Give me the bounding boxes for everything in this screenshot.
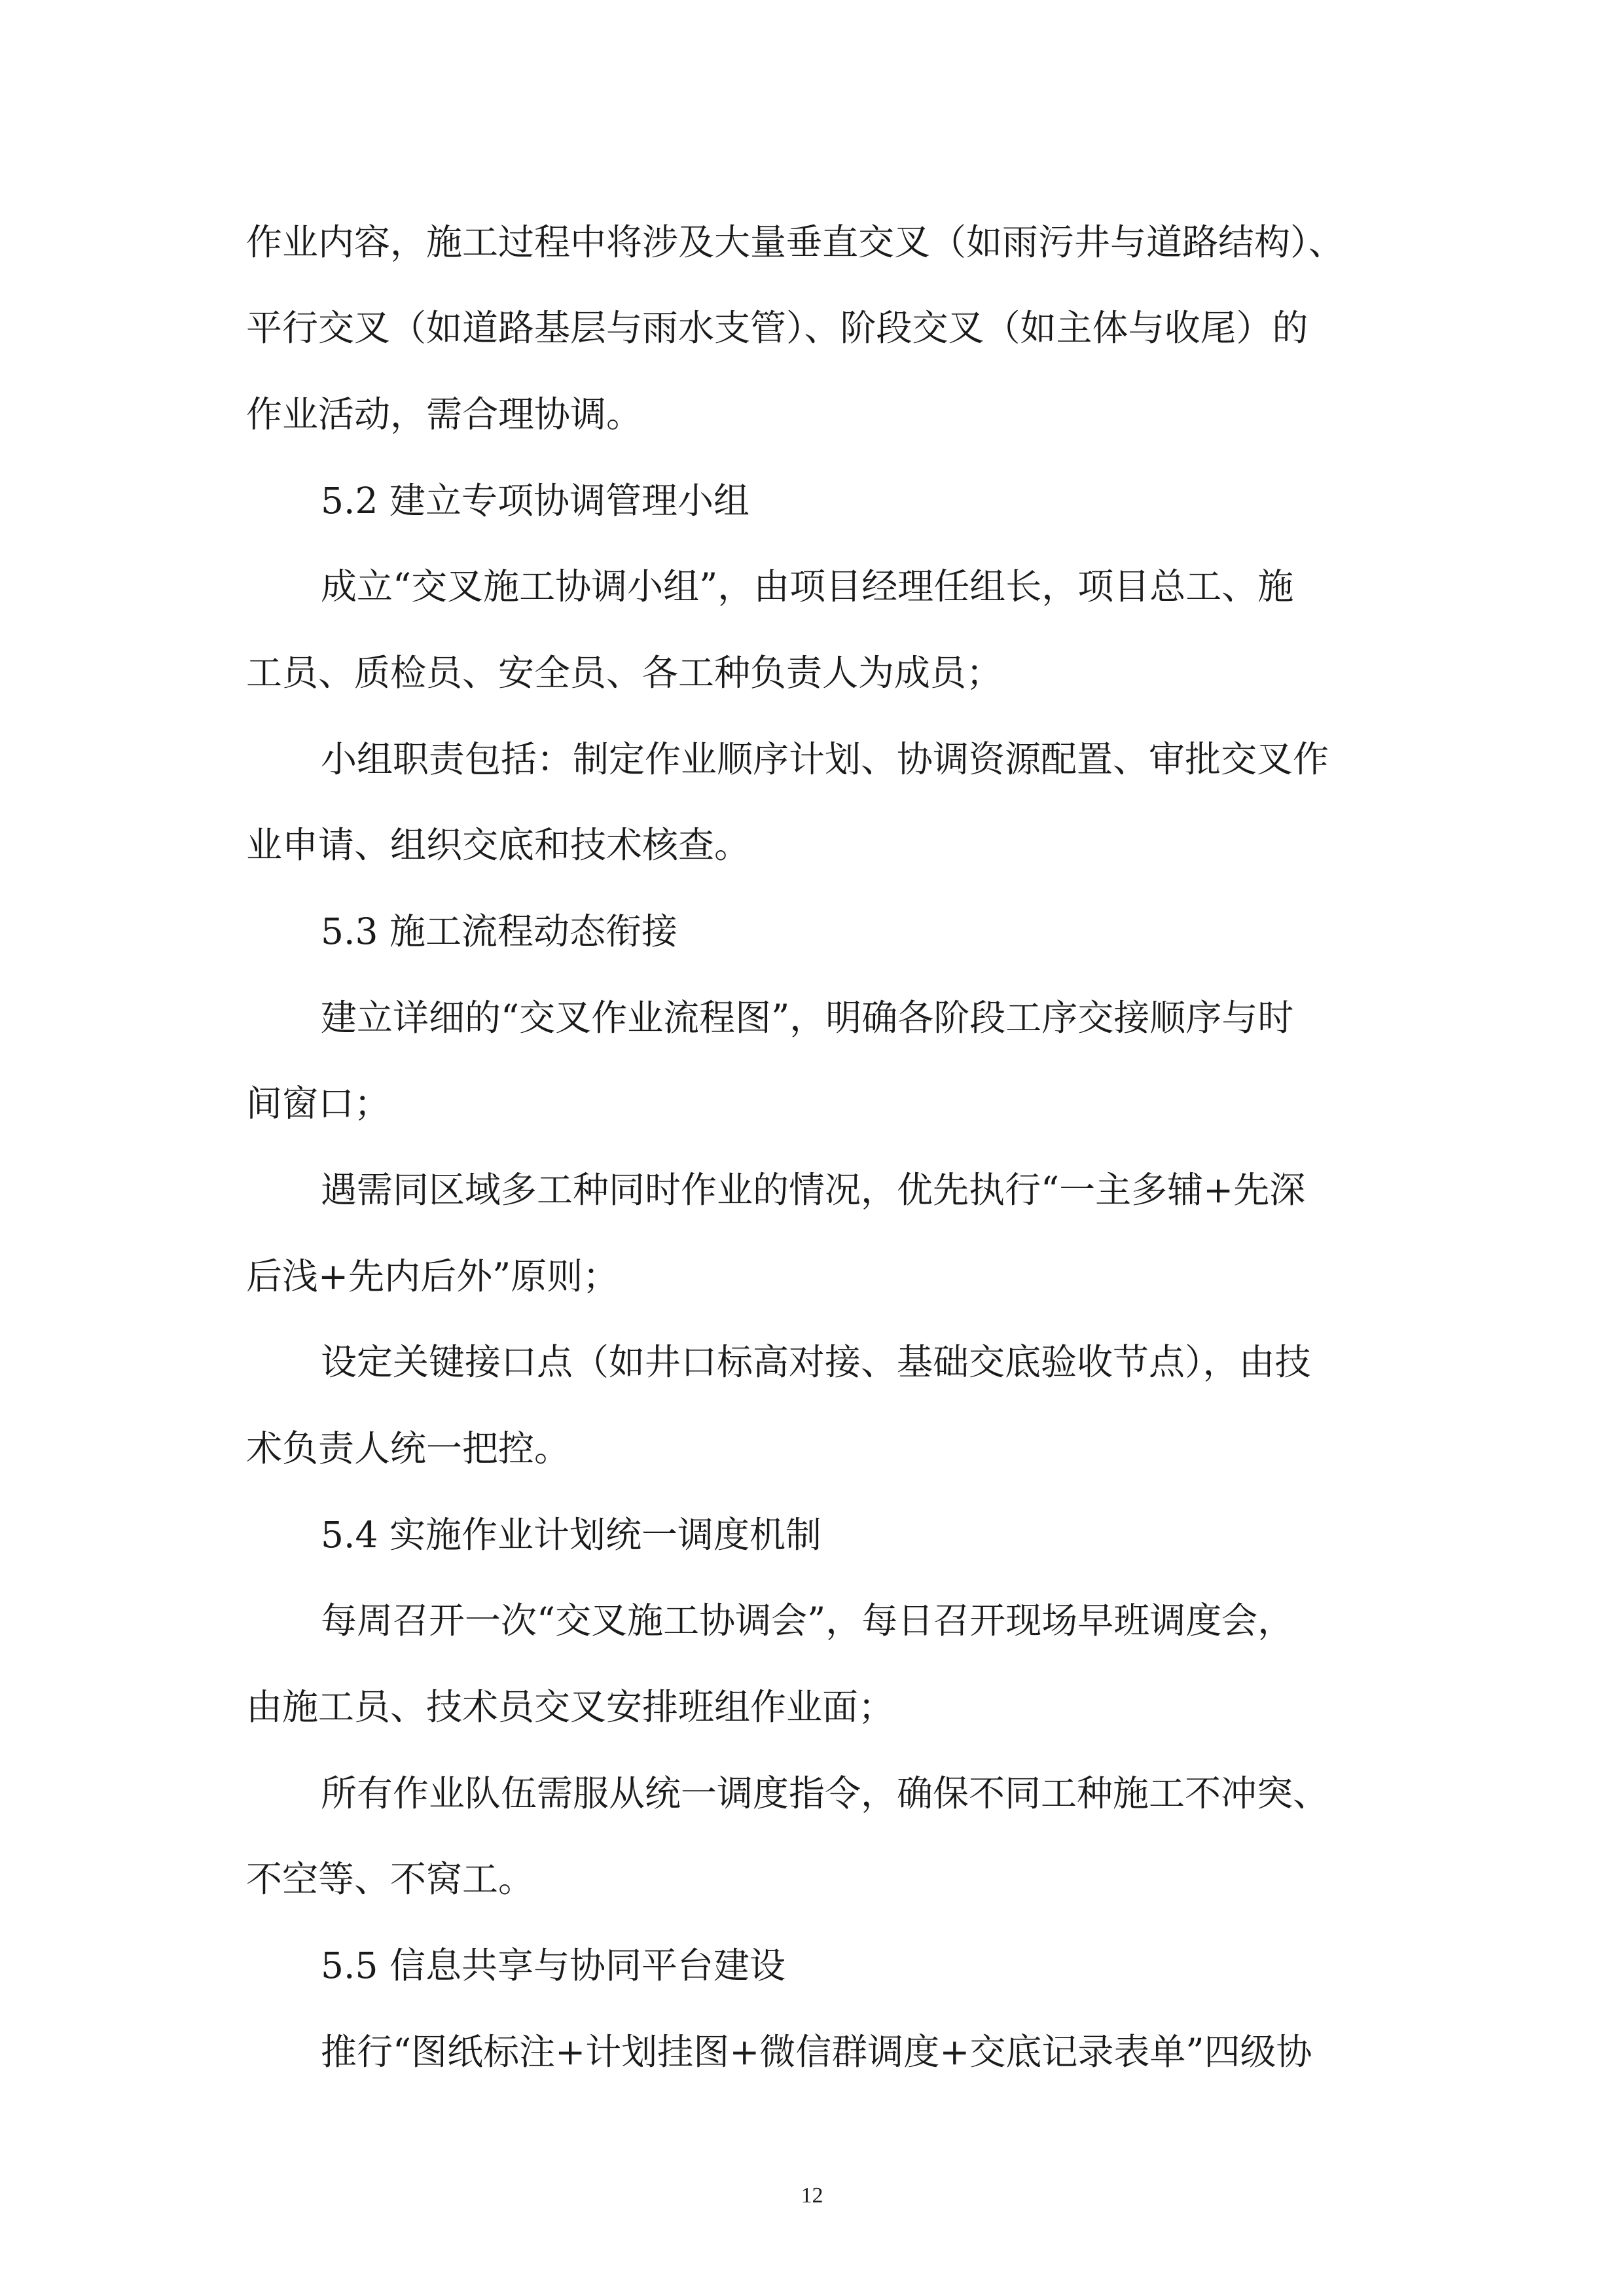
paragraph-line: 后浅+先内后外”原则；: [246, 1255, 619, 1297]
paragraph-line: 间窗口；: [246, 1083, 391, 1124]
paragraph-line: 每周召开一次“交叉施工协调会”，每日召开现场早班调度会，: [321, 1600, 1294, 1641]
paragraph-line: 建立详细的“交叉作业流程图”，明确各阶段工序交接顺序与时: [321, 997, 1294, 1039]
paragraph-line: 由施工员、技术员交叉安排班组作业面；: [246, 1686, 895, 1728]
page-number: 12: [801, 2183, 823, 2208]
paragraph-line: 成立“交叉施工协调小组”，由项目经理任组长，项目总工、施: [321, 565, 1294, 607]
paragraph-line: 平行交叉（如道路基层与雨水支管）、阶段交叉（如主体与收尾）的: [246, 307, 1308, 349]
paragraph-line: 所有作业队伍需服从统一调度指令，确保不同工种施工不冲突、: [321, 1772, 1329, 1814]
paragraph-line: 设定关键接口点（如井口标高对接、基础交底验收节点），由技: [321, 1341, 1311, 1383]
paragraph-line: 工员、质检员、安全员、各工种负责人为成员；: [246, 652, 1003, 694]
section-heading: 5.5 信息共享与协同平台建设: [321, 1945, 785, 1986]
section-heading: 5.2 建立专项协调管理小组: [321, 480, 749, 522]
paragraph-line: 术负责人统一把控。: [246, 1427, 571, 1469]
paragraph-line: 作业内容，施工过程中将涉及大量垂直交叉（如雨污井与道路结构）、: [246, 221, 1344, 263]
paragraph-line: 小组职责包括：制定作业顺序计划、协调资源配置、审批交叉作: [321, 738, 1329, 780]
paragraph-line: 遇需同区域多工种同时作业的情况，优先执行“一主多辅+先深: [321, 1169, 1306, 1211]
paragraph-line: 不空等、不窝工。: [246, 1858, 535, 1900]
paragraph-line: 推行“图纸标注+计划挂图+微信群调度+交底记录表单”四级协: [321, 2031, 1312, 2073]
paragraph-line: 业申请、组织交底和技术核查。: [246, 824, 751, 866]
section-heading: 5.4 实施作业计划统一调度机制: [321, 1514, 821, 1556]
paragraph-line: 作业活动，需合理协调。: [246, 393, 643, 435]
section-heading: 5.3 施工流程动态衔接: [321, 910, 677, 952]
